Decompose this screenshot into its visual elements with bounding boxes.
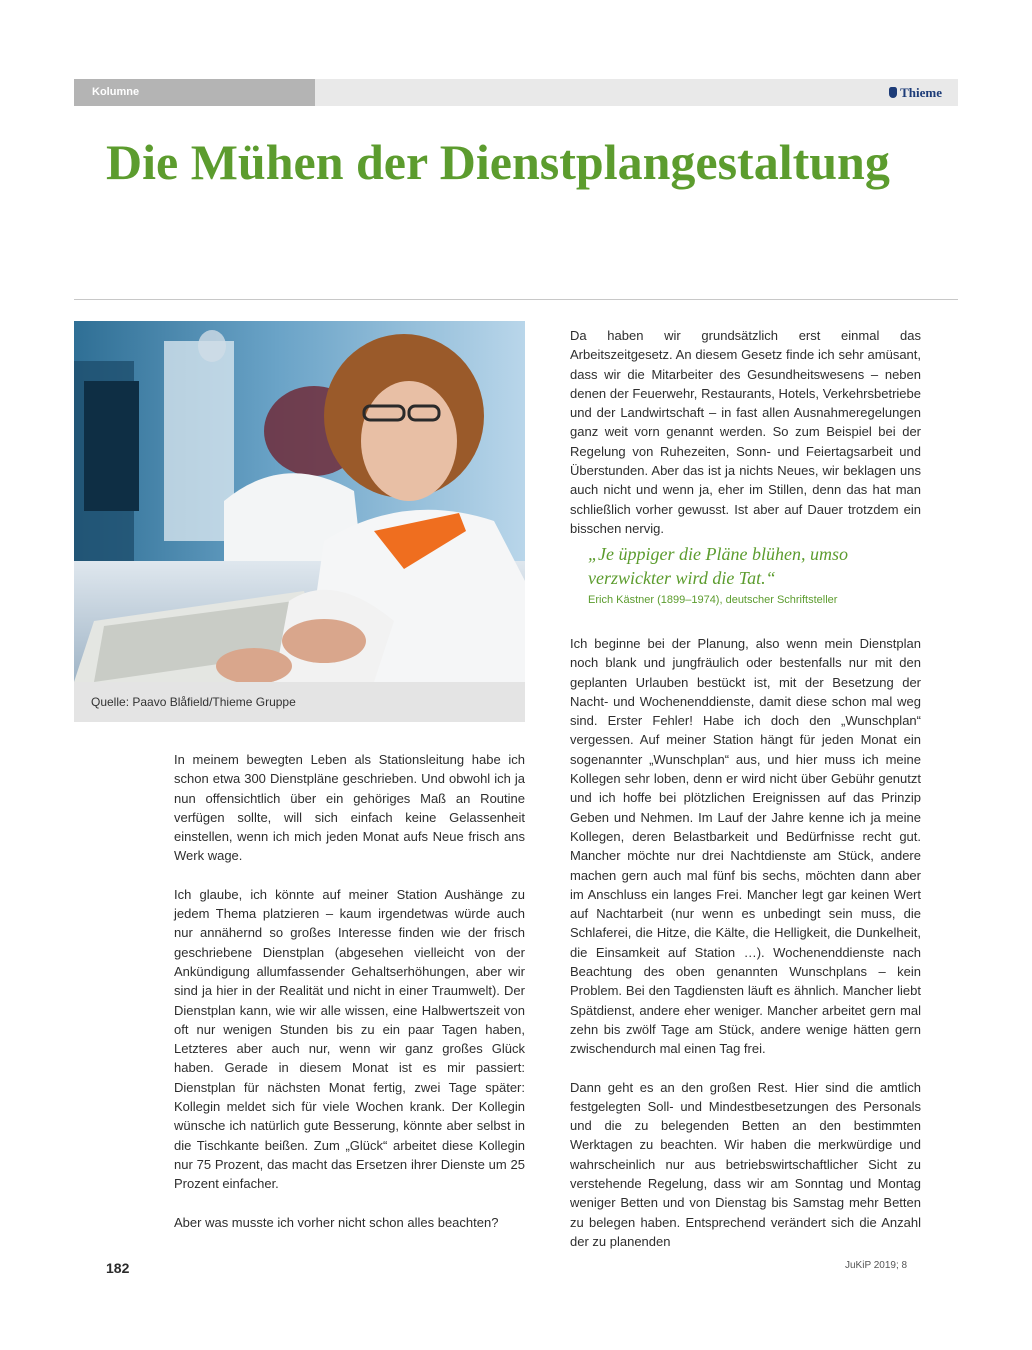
paragraph: Ich glaube, ich könnte auf meiner Station Aushänge zu jedem Thema platzieren – kaum irgendetwas würde auch nur annähernd so großes Interesse finden wie der frisch geschriebene Dienstplan (abgesehen vielleicht von der Ankündigung allumfassender Gehaltserhöhungen, aber wir sind ja hier in der Realität und nicht in einer Traumwelt). Der Dienstplan kann, wie wir alle wissen, eine Halbwertszeit von oft nur wenigen Stunden bis zu ein paar Tagen haben, Letzteres aber auch nur, wenn wir ganz großes Glück haben. Gerade in diesem Monat ist es mir passiert: Dienstplan für nächsten Monat fertig, zwei Tage später: Kollegin meldet sich für viele Wochen krank. Der Kollegin wünsche ich natürlich gute Besserung, könnte aber selbst in die Tischkante beißen. Zum „Glück“ arbeitet diese Kollegin nur 75 Prozent, das macht das Ersetzen ihrer Dienste um 25 Prozent einfacher.	[174, 886, 525, 1192]
right-column-bottom	[570, 634, 921, 1270]
pull-quote	[588, 542, 918, 608]
paragraph: Ich beginne bei der Planung, also wenn mein Dienstplan noch blank und jungfräulich oder bestenfalls nur mit den geplanten Urlauben bestückt ist, mit der Besetzung der Nacht- und Wochenenddienste, damit diese schon mal weg sind. Erster Fehler! Habe ich doch den „Wunschplan“ vergessen. Auf meiner Station hängt für jeden Monat ein sogenannter „Wunschplan“ aus, und hier muss ich meine Kollegen sehr loben, denn er wird nicht über Gebühr genutzt und ich hoffe bei plötzlichen Ereignissen auf das Prinzip Geben und Nehmen. Im Lauf der Jahre kenne ich ja meine Kollegen, deren Belastbarkeit und Bedürfnisse recht gut. Mancher möchte nur drei Nachtdienste am Stück, andere machen gern auch mal fünf bis sechs, möchten dann aber im Anschluss ein langes Frei. Mancher legt gar keinen Wert auf Nachtarbeit (nur wenn es unbedingt sein muss, die Schlaferei, die Hitze, die Kälte, die Helligkeit, die Dunkelheit, die Einsamkeit auf Station …). Wochenenddienste nach Beachtung des oben genannten Wunschplans – kein Problem. Bei den Tagdiensten läuft es ähnlich. Mancher liebt Spätdienst, andere eher weniger. Mancher arbeitet gern mal zehn bis zwölf Tage am Stück, andere wenige hätten gern zwischendurch mal einen Tag frei.	[570, 636, 921, 1057]
journal-reference: JuKiP 2019; 8	[845, 1260, 908, 1271]
left-column	[174, 750, 525, 1251]
quote-author: Erich Kästner (1899–1974), deutscher Schriftsteller	[588, 594, 838, 606]
paragraph: Da haben wir grundsätzlich erst einmal das Arbeitszeitgesetz. An diesem Gesetz finde ich sehr amüsant, dass wir die Mitarbeiter des Gesundheitswesens – neben denen der Feuerwehr, Restaurants, Hotels, Verkehrsbetriebe und der Landwirtschaft – in fast allen Ausnahmeregelungen ganz weit vorn genannt werden. So zum Beispiel bei der Regelung von Ruhezeiten, Sonn- und Feiertagsarbeit und Überstunden. Aber das ist ja nichts Neues, wir beklagen uns auch nicht und wenn ja, eher im Stillen, denn das hat man schließlich vorher gewusst. Ist aber auf Dauer trotzdem ein bisschen nervig.	[570, 328, 921, 536]
section-label: Kolumne	[74, 79, 315, 106]
thieme-logo-icon	[889, 87, 897, 98]
brand	[889, 79, 942, 106]
paragraph: In meinem bewegten Leben als Stationsleitung habe ich schon etwa 300 Dienstpläne geschrieben. Und obwohl ich ja nun offensichtlich über ein gehöriges Maß an Routine verfügen sollte, will sich einfach keine Gelassenheit einstellen, wenn ich mich jeden Monat aufs Neue frisch ans Werk wage.	[174, 752, 525, 864]
photo-caption: Quelle: Paavo Blåfield/Thieme Gruppe	[74, 682, 525, 722]
title-divider	[74, 299, 958, 300]
article-photo	[74, 321, 525, 682]
page-number: 182	[106, 1260, 130, 1276]
right-column-top	[570, 326, 921, 557]
paragraph: Dann geht es an den großen Rest. Hier sind die amtlich festgelegten Soll- und Mindestbesetzungen des Personals und die zu belegenden Betten an den bestimmten Werktagen zu beachten. Wir haben die merkwürdige und wahrscheinlich nur aus betriebswirtschaftlicher Sicht zu verstehende Regelung, dass wir am Sonntag und Montag weniger Betten und von Dienstag bis Samstag mehr Betten zu belegen haben. Entsprechend verändert sich die Anzahl der zu planenden	[570, 1079, 921, 1249]
quote-text: „Je üppiger die Pläne blühen, umso verzwickter wird die Tat.“	[588, 544, 848, 588]
header-bar	[74, 79, 958, 106]
brand-name: Thieme	[900, 85, 942, 100]
article-title: Die Mühen der Dienstplangestaltung	[106, 134, 890, 190]
paragraph: Aber was musste ich vorher nicht schon alles beachten?	[174, 1214, 499, 1230]
